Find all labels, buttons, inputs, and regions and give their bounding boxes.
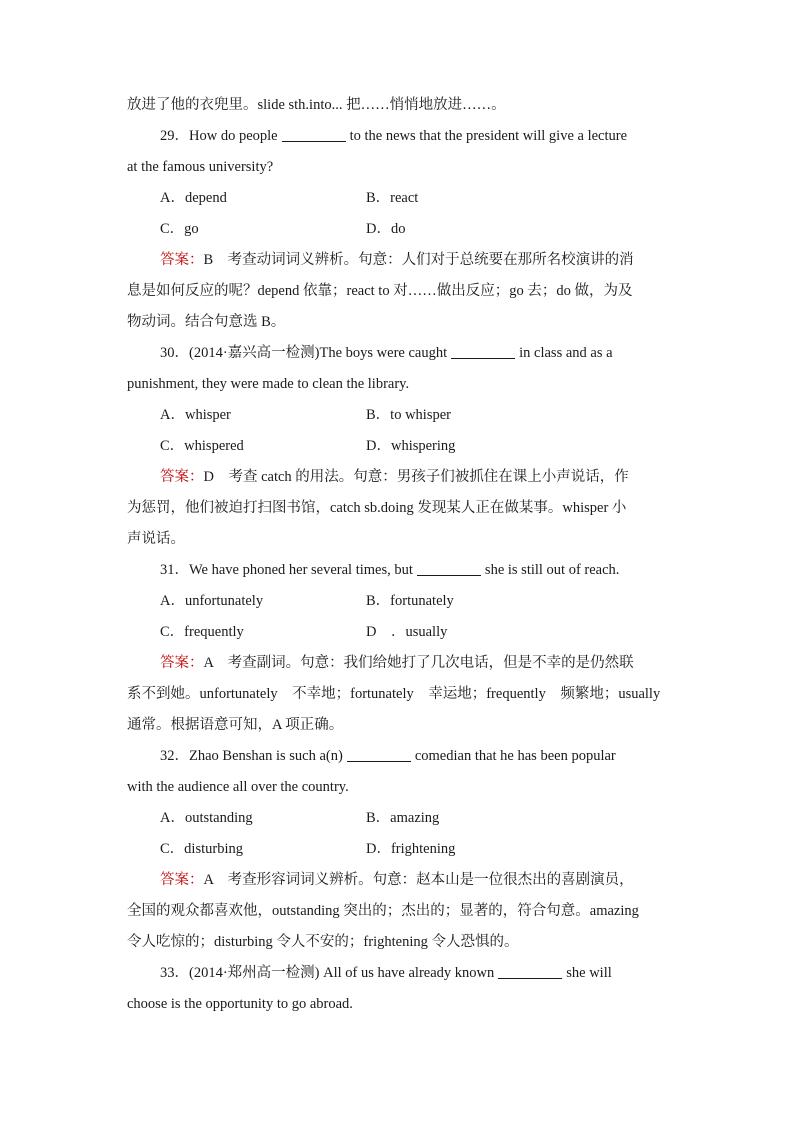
option-d: D．frightening <box>366 841 456 857</box>
question-text: at the famous university? <box>127 159 274 175</box>
answer-text: 全国的观众都喜欢他，outstanding 突出的；杰出的；显著的，符合句意。amazing <box>127 903 639 919</box>
question-31 <box>127 555 679 586</box>
answer-text: A 考查副词。句意：我们给她打了几次电话，但是不幸的是仍然联 <box>203 655 634 671</box>
options-row <box>127 431 679 462</box>
option-d: D．whispering <box>366 438 456 454</box>
question-text: in class and as a <box>519 345 613 361</box>
question-text: 30．(2014·嘉兴高一检测)The boys were caught <box>160 345 448 361</box>
question-text: she is still out of reach. <box>484 562 620 578</box>
option-c: C．disturbing <box>160 841 243 857</box>
answer-30 <box>127 462 679 493</box>
answer-blank <box>417 561 481 576</box>
answer-text: 物动词。结合句意选 B。 <box>127 314 286 330</box>
option-b: B．amazing <box>366 810 440 826</box>
option-b: B．fortunately <box>366 593 454 609</box>
options-row <box>127 834 679 865</box>
question-text: 33．(2014·郑州高一检测) All of us have already known <box>160 965 495 981</box>
answer-label: 答案： <box>160 872 204 888</box>
question-29 <box>127 121 679 152</box>
answer-text: 系不到她。unfortunately 不幸地；fortunately 幸运地；frequently 频繁地；usually <box>127 686 661 702</box>
answer-32 <box>127 865 679 896</box>
answer-text: 通常。根据语意可知，A 项正确。 <box>127 717 344 733</box>
option-b: B．to whisper <box>366 407 451 423</box>
options-row <box>127 183 679 214</box>
answer-label: 答案： <box>160 469 204 485</box>
option-a: A．unfortunately <box>160 593 264 609</box>
option-c: C．go <box>160 221 199 237</box>
answer-text: A 考查形容词词义辨析。句意：赵本山是一位很杰出的喜剧演员， <box>203 872 634 888</box>
question-33 <box>127 958 679 989</box>
question-32 <box>127 741 679 772</box>
option-a: A．depend <box>160 190 227 206</box>
answer-text: 声说话。 <box>127 531 185 547</box>
question-text: comedian that he has been popular <box>414 748 616 764</box>
options-row <box>127 400 679 431</box>
text-line: 放进了他的衣兜里。slide sth.into... 把……悄悄地放进……。 <box>127 97 506 113</box>
option-b: B．react <box>366 190 419 206</box>
options-row <box>127 214 679 245</box>
answer-blank <box>347 747 411 762</box>
answer-text: D 考查 catch 的用法。句意：男孩子们被抓住在课上小声说话，作 <box>203 469 629 485</box>
options-row <box>127 586 679 617</box>
option-d: D．do <box>366 221 406 237</box>
answer-31 <box>127 648 679 679</box>
answer-label: 答案： <box>160 655 204 671</box>
answer-blank <box>498 964 562 979</box>
answer-text: 为惩罚，他们被迫打扫图书馆，catch sb.doing 发现某人正在做某事。whisper 小 <box>127 500 627 516</box>
question-text: 32．Zhao Benshan is such a(n) <box>160 748 343 764</box>
option-a: A．whisper <box>160 407 231 423</box>
question-text: with the audience all over the country. <box>127 779 349 795</box>
answer-text: B 考查动词词义辨析。句意：人们对于总统要在那所名校演讲的消 <box>203 252 634 268</box>
question-text: punishment, they were made to clean the library. <box>127 376 410 392</box>
document-page <box>127 90 679 1020</box>
option-c: C．whispered <box>160 438 244 454</box>
question-text: 29．How do people <box>160 128 278 144</box>
answer-blank <box>282 127 346 142</box>
options-row <box>127 617 679 648</box>
question-30 <box>127 338 679 369</box>
question-text: choose is the opportunity to go abroad. <box>127 996 353 1012</box>
answer-text: 令人吃惊的；disturbing 令人不安的；frightening 令人恐惧的。 <box>127 934 519 950</box>
option-c: C．frequently <box>160 624 244 640</box>
answer-29 <box>127 245 679 276</box>
options-row <box>127 803 679 834</box>
answer-label: 答案： <box>160 252 204 268</box>
answer-text: 息是如何反应的呢？depend 依靠；react to 对……做出反应；go 去；do 做，为及 <box>127 283 633 299</box>
question-text: 31．We have phoned her several times, but <box>160 562 413 578</box>
answer-blank <box>451 344 515 359</box>
option-a: A．outstanding <box>160 810 253 826</box>
question-text: she will <box>566 965 612 981</box>
option-d: D ．usually <box>366 624 448 640</box>
question-text: to the news that the president will give a lecture <box>349 128 628 144</box>
